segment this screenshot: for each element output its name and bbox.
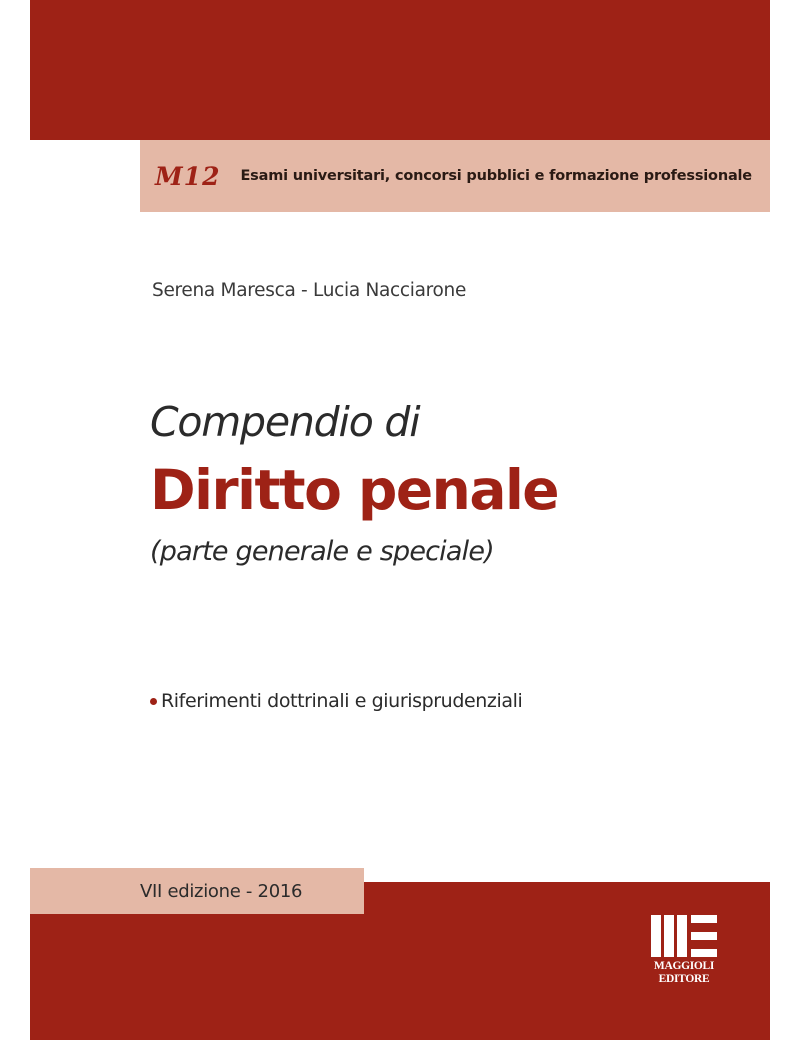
publisher-name-line2: EDITORE	[658, 973, 710, 985]
feature-item	[150, 690, 522, 712]
main-title: Diritto penale	[150, 458, 559, 522]
series-description: Esami universitari, concorsi pubblici e formazione professionale	[240, 168, 752, 184]
publisher-logo-mark-icon	[647, 915, 721, 957]
publisher-name	[647, 960, 721, 986]
feature-text: Riferimenti dottrinali e giurisprudenziali	[161, 690, 523, 712]
edition-bar	[30, 868, 364, 914]
pre-title: Compendio di	[150, 398, 420, 446]
series-code: M12	[155, 161, 221, 191]
bullet-icon	[150, 698, 157, 705]
publisher-logo	[647, 915, 721, 987]
sub-title: (parte generale e speciale)	[150, 536, 494, 567]
series-bar	[140, 140, 770, 212]
edition-text: VII edizione - 2016	[140, 880, 303, 902]
authors: Serena Maresca - Lucia Nacciarone	[152, 280, 467, 301]
publisher-name-line1: MAGGIOLI	[653, 960, 715, 972]
book-cover	[30, 0, 770, 1040]
top-color-band	[30, 0, 770, 140]
